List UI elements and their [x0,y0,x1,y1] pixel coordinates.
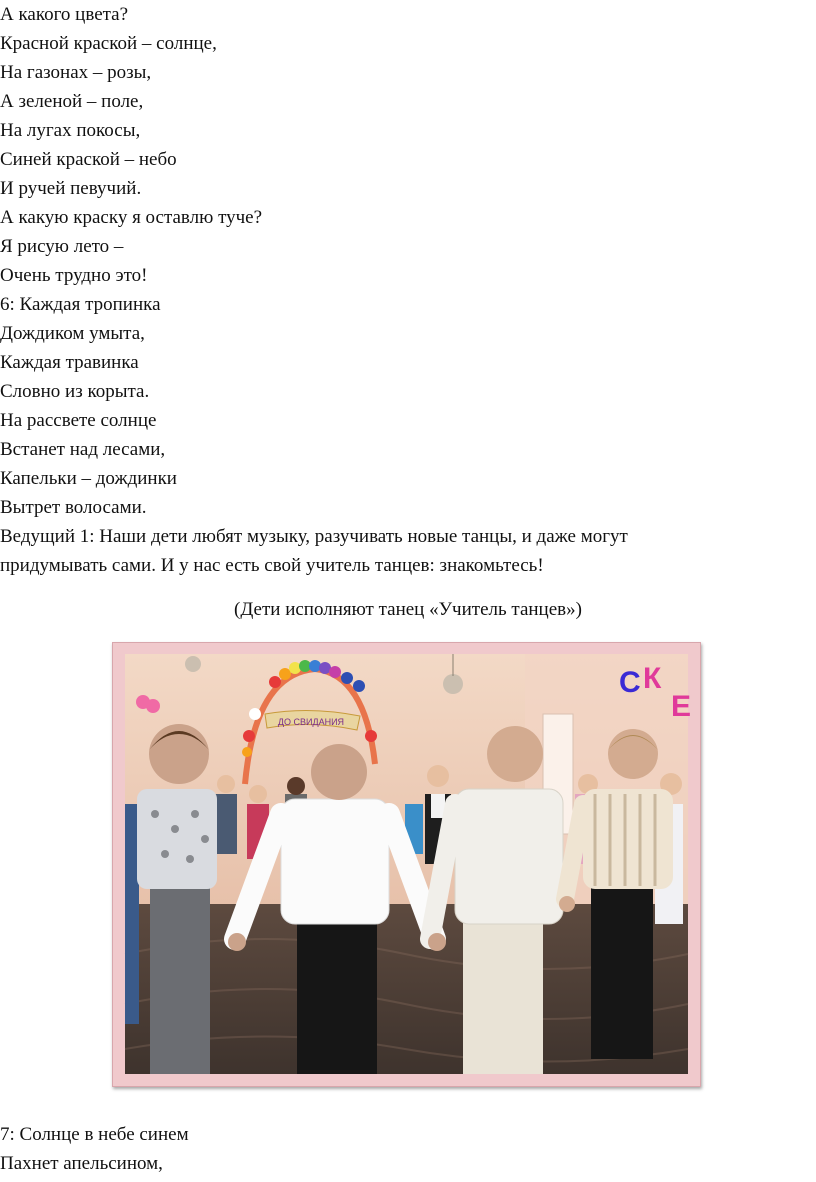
poem-line: Красной краской – солнце, [0,33,217,54]
poem-line: На газонах – розы, [0,62,152,83]
stage-direction: (Дети исполняют танец «Учитель танцев») [234,599,582,620]
host-speech-line: Ведущий 1: Наши дети любят музыку, разучивать новые танцы, и даже могут [0,526,628,547]
wall-letter: Е [671,690,692,723]
banner-text: ДО СВИДАНИЯ [277,717,345,727]
poem-line: А зеленой – поле, [0,91,144,112]
dance-photo [125,654,692,1074]
poem-line: Каждая травинка [0,352,139,373]
poem-line: А какого цвета? [0,4,129,25]
poem-line: Я рисую лето – [0,236,124,257]
wall-letter: С [619,666,641,699]
poem-line: На рассвете солнце [0,410,157,431]
poem-line: Очень трудно это! [0,265,148,286]
wall-letter: К [643,662,662,695]
poem-line: А какую краску я оставлю туче? [0,207,263,228]
poem-line: Дождиком умыта, [0,323,145,344]
poem-line: 7: Солнце в небе синем [0,1124,189,1145]
poem-line: Капельки – дождинки [0,468,177,489]
photo-frame [112,642,701,1087]
poem-line: Вытрет волосами. [0,497,147,518]
poem-line: И ручей певучий. [0,178,142,199]
poem-line: Встанет над лесами, [0,439,166,460]
poem-line: Синей краской – небо [0,149,177,170]
poem-line: Пахнет апельсином, [0,1153,163,1174]
poem-line: 6: Каждая тропинка [0,294,161,315]
host-speech-line: придумывать сами. И у нас есть свой учитель танцев: знакомьтесь! [0,555,544,576]
poem-line: Словно из корыта. [0,381,150,402]
poem-line: На лугах покосы, [0,120,141,141]
